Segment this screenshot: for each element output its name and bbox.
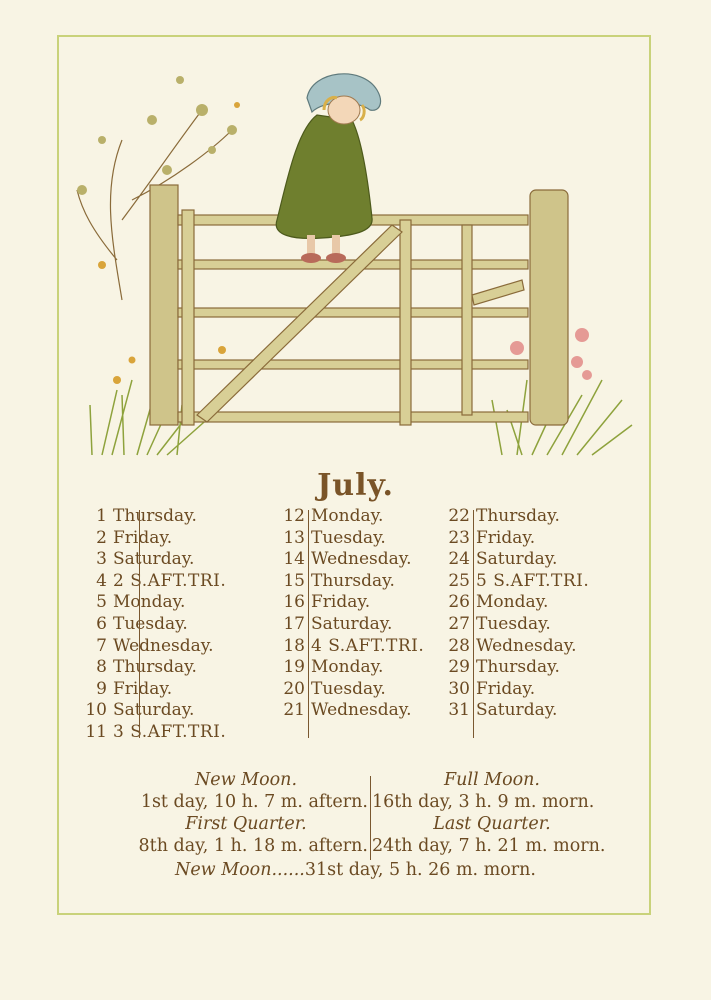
calendar-column-2 [274, 506, 424, 722]
day-number: 12 [283, 506, 305, 526]
calendar-day-row [30, 722, 226, 744]
calendar-day-row [274, 657, 424, 679]
day-number: 27 [448, 613, 470, 634]
day-name: Wednesday. [311, 549, 412, 570]
day-number: 26 [448, 592, 470, 613]
day-number: 10 [85, 700, 107, 721]
leg-left [307, 235, 315, 255]
day-number: 25 [448, 570, 470, 591]
calendar-day-row [30, 549, 226, 571]
day-name: Monday. [311, 506, 384, 526]
calendar-day-row [440, 636, 589, 658]
calendar-day-row [274, 700, 424, 722]
bush-leaves [77, 76, 237, 195]
column-rule-1 [139, 510, 140, 738]
leg-right [332, 235, 340, 255]
first-quarter-text: 8th day, 1 h. 18 m. aftern. [138, 836, 368, 856]
day-name: 5 S.AFT.TRI. [476, 570, 590, 591]
calendar-day-row [274, 506, 424, 528]
calendar-day-row [274, 592, 424, 614]
child-figure [276, 74, 380, 263]
day-number: 14 [283, 549, 305, 570]
full-moon-text: 16th day, 3 h. 9 m. morn. [372, 792, 595, 812]
new-moon-text: 1st day, 10 h. 7 m. aftern. [140, 792, 368, 812]
day-name: Friday. [311, 592, 371, 613]
shoe-right [326, 253, 346, 263]
day-number: 11 [85, 721, 107, 742]
day-number: 3 [96, 549, 107, 570]
day-number: 20 [283, 678, 305, 699]
day-number: 24 [448, 549, 470, 570]
first-quarter-label: First Quarter. [185, 814, 307, 834]
day-name: Friday. [113, 678, 173, 699]
shoe-left [301, 253, 321, 263]
day-name: Tuesday. [113, 613, 188, 634]
last-quarter-text: 24th day, 7 h. 21 m. morn. [372, 836, 606, 856]
calendar-day-row [440, 592, 589, 614]
calendar-day-row [274, 571, 424, 593]
day-number: 7 [96, 635, 107, 656]
day-number: 30 [448, 678, 470, 699]
day-name: Saturday. [476, 700, 558, 721]
day-name: Thursday. [476, 657, 560, 678]
calendar-day-row [30, 614, 226, 636]
day-name: Wednesday. [476, 635, 577, 656]
calendar-day-row [30, 657, 226, 679]
calendar-day-row [440, 506, 589, 528]
calendar-day-row [30, 528, 226, 550]
day-name: Thursday. [113, 657, 197, 678]
child-on-gate-illustration [62, 60, 642, 470]
day-name: Monday. [476, 592, 549, 613]
calendar-day-row [30, 506, 226, 528]
calendar-day-row [440, 679, 589, 701]
day-name: Thursday. [311, 570, 395, 591]
calendar-day-row [274, 679, 424, 701]
calendar-day-row [440, 571, 589, 593]
column-rule-3 [473, 510, 474, 738]
day-number: 28 [448, 635, 470, 656]
new-moon-second-text: 31st day, 5 h. 26 m. morn. [304, 860, 536, 880]
calendar-day-row [30, 592, 226, 614]
day-name: Saturday. [476, 549, 558, 570]
day-number: 15 [283, 570, 305, 591]
day-number: 1 [96, 506, 107, 526]
calendar-day-row [274, 528, 424, 550]
calendar-day-row [440, 549, 589, 571]
calendar-day-row [440, 528, 589, 550]
day-name: Wednesday. [113, 635, 214, 656]
day-number: 5 [96, 592, 107, 613]
day-number: 21 [283, 700, 305, 721]
day-name: Monday. [311, 657, 384, 678]
face [328, 96, 360, 124]
day-number: 8 [96, 657, 107, 678]
day-number: 31 [448, 700, 470, 721]
calendar-day-row [440, 657, 589, 679]
day-number: 9 [96, 678, 107, 699]
calendar-day-row [274, 549, 424, 571]
month-title: July. [317, 468, 394, 503]
day-number: 19 [283, 657, 305, 678]
day-number: 6 [96, 613, 107, 634]
phases-divider [370, 776, 371, 860]
day-name: Thursday. [476, 506, 560, 526]
day-name: 2 S.AFT.TRI. [113, 570, 227, 591]
day-name: Tuesday. [476, 613, 551, 634]
day-name: Saturday. [113, 549, 195, 570]
day-name: Tuesday. [311, 527, 386, 548]
calendar-day-row [30, 571, 226, 593]
day-name: Monday. [113, 592, 186, 613]
calendar-day-row [274, 614, 424, 636]
day-name: Thursday. [113, 506, 197, 526]
day-name: 3 S.AFT.TRI. [113, 721, 227, 742]
day-number: 29 [448, 657, 470, 678]
new-moon-second-label: New Moon...... [175, 860, 305, 880]
day-number: 16 [283, 592, 305, 613]
coat [276, 115, 372, 238]
day-name: Wednesday. [311, 700, 412, 721]
calendar-day-row [440, 700, 589, 722]
calendar-day-row [274, 636, 424, 658]
day-name: Saturday. [311, 613, 393, 634]
new-moon-second-line [0, 860, 711, 880]
full-moon-label: Full Moon. [444, 770, 540, 790]
new-moon-label: New Moon. [194, 770, 298, 790]
day-name: Friday. [476, 678, 536, 699]
day-number: 18 [283, 635, 305, 656]
day-number: 13 [283, 527, 305, 548]
gate [178, 210, 528, 425]
calendar-column-1 [30, 506, 226, 744]
calendar-day-row [30, 679, 226, 701]
calendar-day-row [30, 700, 226, 722]
calendar-day-row [30, 636, 226, 658]
column-rule-2 [308, 510, 309, 738]
day-name: Friday. [113, 527, 173, 548]
last-quarter-label: Last Quarter. [433, 814, 551, 834]
day-name: Tuesday. [311, 678, 386, 699]
day-name: Friday. [476, 527, 536, 548]
day-number: 22 [448, 506, 470, 526]
day-number: 17 [283, 613, 305, 634]
day-number: 2 [96, 527, 107, 548]
day-number: 23 [448, 527, 470, 548]
day-name: 4 S.AFT.TRI. [311, 635, 425, 656]
calendar-day-row [440, 614, 589, 636]
calendar-column-3 [440, 506, 589, 722]
day-name: Saturday. [113, 700, 195, 721]
day-number: 4 [96, 570, 107, 591]
